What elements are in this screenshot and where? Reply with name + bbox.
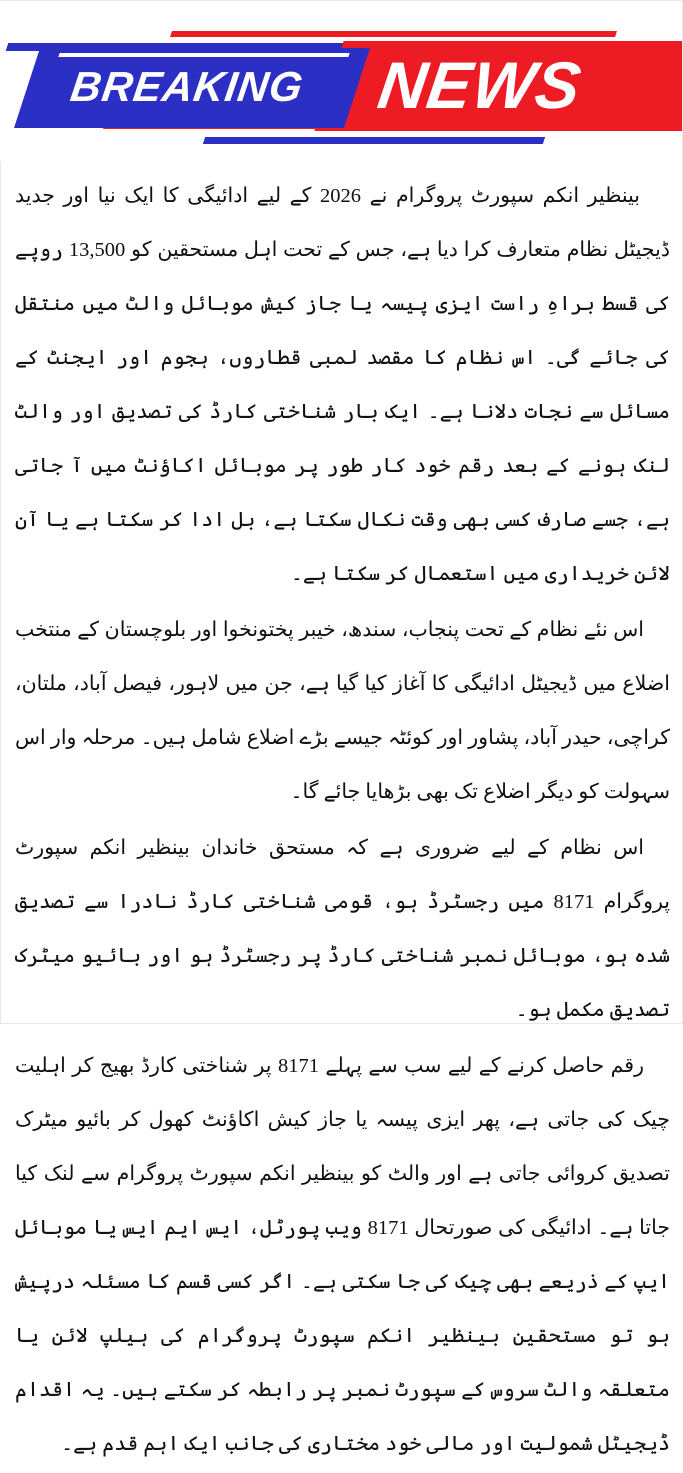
banner-breaking-label: BREAKING [67, 63, 307, 110]
decorative-stripe-red-top [170, 31, 617, 37]
article-paragraph-2: اس نئے نظام کے تحت پنجاب، سندھ، خیبر پختونخوا اور بلوچستان کے منتخب اضلاع میں ڈیجیٹل ادائیگی کا آغاز کیا گیا ہے، جن میں لاہور، فیصل آباد، ملتان، کراچی، حیدر آباد، پشاور اور کوئٹہ جیسے بڑے اضلاع شامل ہیں۔ مرحلہ وار اس سہولت کو دیگر اضلاع تک بھی بڑھایا جائے گا۔ [15, 619, 670, 803]
article-paragraph-4: رقم حاصل کرنے کے لیے سب سے پہلے 8171 پر شناختی کارڈ بھیج کر اہلیت چیک کی جاتی ہے، پھر ایزی پیسہ یا جاز کیش اکاؤنٹ کھول کر بائیو میٹرک تصدیق کروائی جاتی ہے اور والٹ کو بینظیر انکم سپورٹ پروگرام سے لنک کیا جاتا ہے۔ ادائیگی کی صورتحال 8171 ویب پورٹل، ایس ایم ایس یا موبائل ایپ کے ذریعے بھی چیک کی جا سکتی ہے۔ اگر کسی قسم کا مسئلہ درپیش ہو تو مستحقین بینظیر انکم سپورٹ پروگرام کی ہیلپ لائن یا متعلقہ والٹ سروس کے سپورٹ نمبر پر رابطہ کر سکتے ہیں۔ یہ اقدام ڈیجیٹل شمولیت اور مالی خود مختاری کی جانب ایک اہم قدم ہے۔ [15, 1055, 670, 1455]
banner-news-label: NEWS [373, 48, 587, 122]
breaking-news-banner [0, 1, 682, 161]
article-paragraph-3: اس نظام کے لیے ضروری ہے کہ مستحق خاندان بینظیر انکم سپورٹ پروگرام 8171 میں رجسٹرڈ ہو، قومی شناختی کارڈ نادرا سے تصدیق شدہ ہو، موبائل نمبر شناختی کارڈ پر رجسٹرڈ ہو اور بائیو میٹرک تصدیق مکمل ہو۔ [15, 837, 670, 1021]
decorative-stripe-white [58, 53, 349, 57]
article-body [1, 169, 683, 1473]
article-paragraph-1: بینظیر انکم سپورٹ پروگرام نے 2026 کے لیے ادائیگی کا ایک نیا اور جدید ڈیجیٹل نظام متعارف کرا دیا ہے، جس کے تحت اہل مستحقین کو 13,500 روپے کی قسط براہِ راست ایزی پیسہ یا جاز کیش موبائل والٹ میں منتقل کی جائے گی۔ اس نظام کا مقصد لمبی قطاروں، ہجوم اور ایجنٹ کے مسائل سے نجات دلانا ہے۔ ایک بار شناختی کارڈ کی تصدیق اور والٹ لنک ہونے کے بعد رقم خود کار طور پر موبائل اکاؤنٹ میں آ جاتی ہے، جسے صارف کسی بھی وقت نکال سکتا ہے، بل ادا کر سکتا ہے یا آن لائن خریداری میں استعمال کر سکتا ہے۔ [15, 185, 670, 585]
decorative-stripe-blue-bottom [203, 137, 545, 144]
